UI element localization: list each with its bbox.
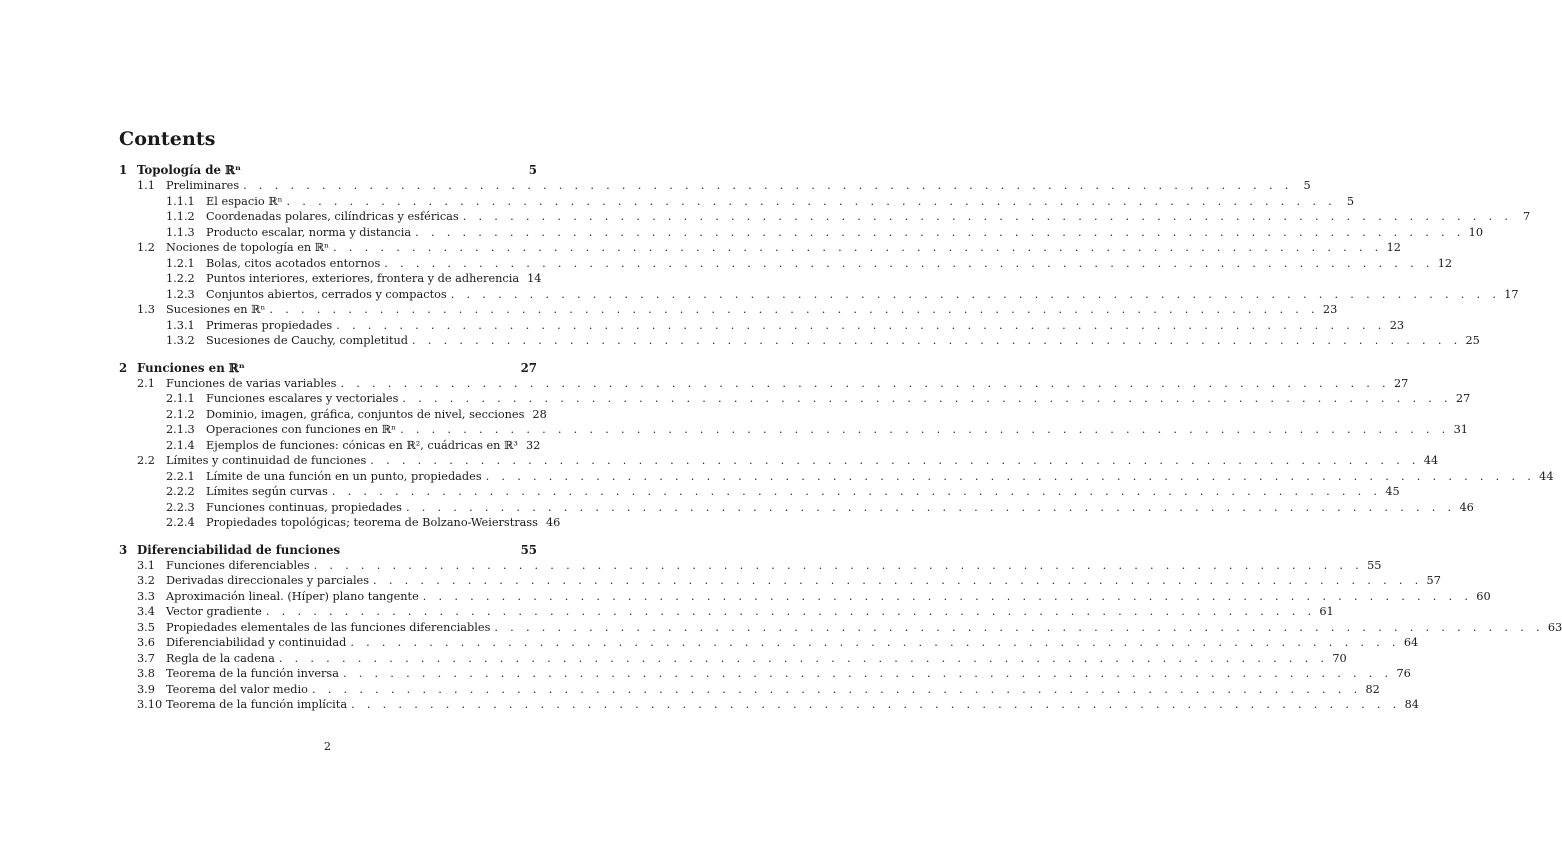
entry-page-number: 55	[1367, 558, 1382, 572]
toc-subsection-1-2-3[interactable]	[119, 287, 1519, 303]
entry-page-number: 5	[528, 163, 537, 177]
entry-title: Nociones de topología en ℝⁿ	[166, 241, 330, 254]
toc-subsection-2-2-4[interactable]	[119, 515, 561, 531]
entry-title: Propiedades topológicas; teorema de Bolzano-Weierstrass	[206, 516, 538, 529]
entry-title: Propiedades elementales de las funciones diferenciables	[166, 620, 491, 634]
entry-number: 3.2	[137, 574, 155, 587]
toc-section-2-2[interactable]	[119, 453, 1439, 469]
entry-number: 3.7	[137, 651, 155, 665]
toc-chapter-1[interactable]	[119, 162, 537, 178]
dot-leader	[314, 558, 1364, 574]
entry-title: Regla de la cadena	[166, 651, 275, 665]
entry-number: 1.1	[137, 179, 155, 192]
entry-number: 3.4	[137, 605, 155, 618]
entry-number: 1.2	[137, 241, 155, 254]
entry-title: Coordenadas polares, cilíndricas y esféricas	[206, 210, 459, 223]
entry-page-number: 17	[1504, 287, 1519, 301]
entry-page-number: 27	[1393, 376, 1409, 390]
entry-page-number: 25	[1465, 334, 1480, 347]
entry-number: 2.2.2	[166, 485, 195, 498]
entry-title: Puntos interiores, exteriores, frontera y de adherencia	[206, 272, 520, 285]
entry-title: Sucesiones de Cauchy, completitud	[206, 334, 408, 347]
entry-page-number: 44	[1539, 469, 1554, 483]
entry-title: Preliminares	[166, 179, 240, 192]
toc-subsection-2-1-2[interactable]	[119, 407, 547, 423]
page-number: 2	[323, 740, 332, 753]
toc-section-3-1[interactable]	[119, 558, 1382, 574]
entry-page-number: 64	[1403, 636, 1419, 649]
toc-chapter-3[interactable]	[119, 542, 537, 558]
entry-title: Límites y continuidad de funciones	[166, 454, 367, 467]
entry-page-number: 45	[1385, 485, 1400, 498]
toc-subsection-1-2-1[interactable]	[119, 256, 1453, 272]
entry-page-number: 46	[1459, 500, 1474, 514]
dot-leader	[415, 225, 1465, 241]
entry-page-number: 12	[1386, 241, 1401, 254]
entry-page-number: 60	[1476, 589, 1491, 603]
dot-leader	[384, 256, 1434, 272]
entry-page-number: 46	[545, 516, 561, 529]
toc-subsection-1-1-2[interactable]	[119, 209, 1531, 225]
entry-page-number: 61	[1319, 605, 1334, 618]
entry-title: Conjuntos abiertos, cerrados y compactos	[206, 287, 447, 301]
entry-page-number: 32	[525, 438, 541, 452]
toc-subsection-2-1-1[interactable]	[119, 391, 1471, 407]
entry-page-number: 12	[1437, 256, 1453, 270]
entry-page-number: 63	[1547, 620, 1562, 634]
entry-title: Funciones diferenciables	[166, 558, 310, 572]
toc-subsection-2-1-3[interactable]	[119, 422, 1468, 438]
entry-page-number: 7	[1523, 210, 1531, 223]
toc-section-2-1[interactable]	[119, 376, 1409, 392]
entry-number: 2.1.3	[166, 423, 195, 436]
entry-page-number: 76	[1396, 667, 1411, 680]
dot-leader	[412, 333, 1462, 349]
entry-page-number: 10	[1468, 225, 1484, 239]
entry-number: 1.2.3	[166, 287, 195, 301]
entry-number: 3	[119, 542, 128, 557]
dot-leader	[336, 318, 1386, 334]
entry-number: 3.8	[137, 667, 155, 680]
toc-subsection-1-3-1[interactable]	[119, 318, 1405, 334]
entry-number: 3.3	[137, 589, 155, 603]
toc-subsection-2-2-1[interactable]	[119, 469, 1554, 485]
entry-page-number: 28	[532, 407, 547, 421]
toc-subsection-2-2-2[interactable]	[119, 484, 1400, 500]
entry-title: Topología de ℝⁿ	[137, 163, 242, 177]
entry-number: 2.1.4	[166, 438, 195, 452]
toc-section-3-3[interactable]	[119, 589, 1491, 605]
entry-page-number: 70	[1332, 651, 1347, 665]
entry-number: 2.2.3	[166, 500, 195, 514]
entry-number: 2	[119, 360, 128, 375]
toc-section-1-3[interactable]	[119, 302, 1338, 318]
dot-leader	[287, 194, 1337, 210]
toc-section-3-2[interactable]	[119, 573, 1441, 589]
entry-number: 1.3	[137, 303, 155, 316]
toc-section-3-4[interactable]	[119, 604, 1334, 620]
table-of-contents	[119, 162, 1562, 713]
entry-title: Funciones de varias variables	[166, 376, 337, 390]
dot-leader	[451, 287, 1501, 303]
entry-number: 3.10	[137, 698, 163, 711]
dot-leader	[463, 209, 1513, 225]
entry-title: Aproximación lineal. (Híper) plano tangente	[166, 589, 419, 603]
dot-leader	[333, 240, 1383, 256]
entry-number: 1.1.3	[166, 225, 195, 239]
entry-number: 3.5	[137, 620, 155, 634]
entry-title: Sucesiones en ℝⁿ	[166, 303, 266, 316]
entry-title: Diferenciabilidad de funciones	[137, 542, 341, 557]
entry-number: 1.2.2	[166, 272, 195, 285]
dot-leader	[312, 682, 1362, 698]
entry-page-number: 14	[527, 272, 542, 285]
toc-section-3-5[interactable]	[119, 620, 1562, 636]
dot-leader	[486, 469, 1536, 485]
entry-title: Dominio, imagen, gráfica, conjuntos de nivel, secciones	[206, 407, 525, 421]
toc-subsection-2-2-3[interactable]	[119, 500, 1474, 516]
entry-page-number: 82	[1365, 682, 1380, 696]
entry-title: Vector gradiente	[166, 605, 262, 618]
dot-leader	[243, 178, 1293, 194]
toc-subsection-1-3-2[interactable]	[119, 333, 1480, 349]
entry-page-number: 31	[1453, 423, 1468, 436]
entry-number: 2.2.1	[166, 469, 195, 483]
entry-number: 2.1	[137, 376, 155, 390]
dot-leader	[269, 302, 1319, 318]
toc-chapter-2[interactable]	[119, 360, 537, 376]
dot-leader	[370, 453, 1420, 469]
entry-title: Teorema de la función inversa	[166, 667, 339, 680]
entry-page-number: 27	[520, 360, 537, 375]
entry-page-number: 23	[1389, 318, 1405, 332]
entry-title: Primeras propiedades	[206, 318, 333, 332]
dot-leader	[279, 651, 1329, 667]
entry-number: 1.1.1	[166, 194, 195, 208]
entry-title: Teorema del valor medio	[166, 682, 308, 696]
toc-section-1-1[interactable]	[119, 178, 1311, 194]
entry-page-number: 5	[1346, 194, 1355, 208]
entry-number: 1.3.2	[166, 334, 195, 347]
entry-page-number: 5	[1303, 179, 1311, 192]
dot-leader	[400, 422, 1450, 438]
toc-subsection-2-1-4[interactable]	[119, 438, 541, 454]
entry-title: El espacio ℝⁿ	[206, 194, 283, 208]
dot-leader	[343, 666, 1393, 682]
entry-title: Bolas, citos acotados entornos	[206, 256, 381, 270]
entry-title: Funciones continuas, propiedades	[206, 500, 402, 514]
entry-title: Teorema de la función implícita	[166, 698, 348, 711]
dot-leader	[332, 484, 1382, 500]
entry-number: 1.3.1	[166, 318, 195, 332]
entry-page-number: 27	[1455, 392, 1471, 405]
toc-subsection-1-1-1[interactable]	[119, 194, 1355, 210]
toc-section-1-2[interactable]	[119, 240, 1401, 256]
dot-leader	[266, 604, 1316, 620]
entry-title: Diferenciabilidad y continuidad	[166, 636, 347, 649]
dot-leader	[351, 697, 1401, 713]
entry-number: 2.2.4	[166, 516, 195, 529]
entry-title: Funciones escalares y vectoriales	[206, 392, 399, 405]
entry-page-number: 23	[1322, 303, 1338, 316]
entry-number: 3.1	[137, 558, 155, 572]
toc-section-3-6[interactable]	[119, 635, 1419, 651]
entry-number: 1.2.1	[166, 256, 195, 270]
entry-number: 2.2	[137, 454, 155, 467]
entry-title: Ejemplos de funciones: cónicas en ℝ², cuádricas en ℝ³	[206, 438, 518, 452]
entry-number: 1	[119, 163, 128, 177]
entry-title: Derivadas direccionales y parciales	[166, 574, 370, 587]
toc-section-3-8[interactable]	[119, 666, 1411, 682]
entry-number: 2.1.1	[166, 392, 195, 405]
entry-number: 3.6	[137, 636, 155, 649]
entry-number: 3.9	[137, 682, 155, 696]
toc-subsection-1-2-2[interactable]	[119, 271, 542, 287]
toc-section-3-10[interactable]	[119, 697, 1419, 713]
contents-heading: Contents	[119, 128, 216, 150]
entry-title: Operaciones con funciones en ℝⁿ	[206, 423, 397, 436]
entry-number: 2.1.2	[166, 407, 195, 421]
toc-section-3-9[interactable]	[119, 682, 1380, 698]
entry-title: Límites según curvas	[206, 485, 328, 498]
dot-leader	[494, 620, 1544, 636]
dot-leader	[350, 635, 1400, 651]
dot-leader	[406, 500, 1456, 516]
toc-section-3-7[interactable]	[119, 651, 1347, 667]
entry-page-number: 44	[1423, 454, 1439, 467]
entry-title: Funciones en ℝⁿ	[137, 360, 245, 375]
dot-leader	[340, 376, 1390, 392]
entry-page-number: 57	[1426, 574, 1441, 587]
entry-title: Límite de una función en un punto, propiedades	[206, 469, 482, 483]
dot-leader	[423, 589, 1473, 605]
dot-leader	[402, 391, 1452, 407]
entry-title: Producto escalar, norma y distancia	[206, 225, 412, 239]
dot-leader	[373, 573, 1423, 589]
toc-subsection-1-1-3[interactable]	[119, 225, 1484, 241]
entry-number: 1.1.2	[166, 210, 195, 223]
entry-page-number: 55	[520, 542, 537, 557]
entry-page-number: 84	[1404, 698, 1419, 711]
